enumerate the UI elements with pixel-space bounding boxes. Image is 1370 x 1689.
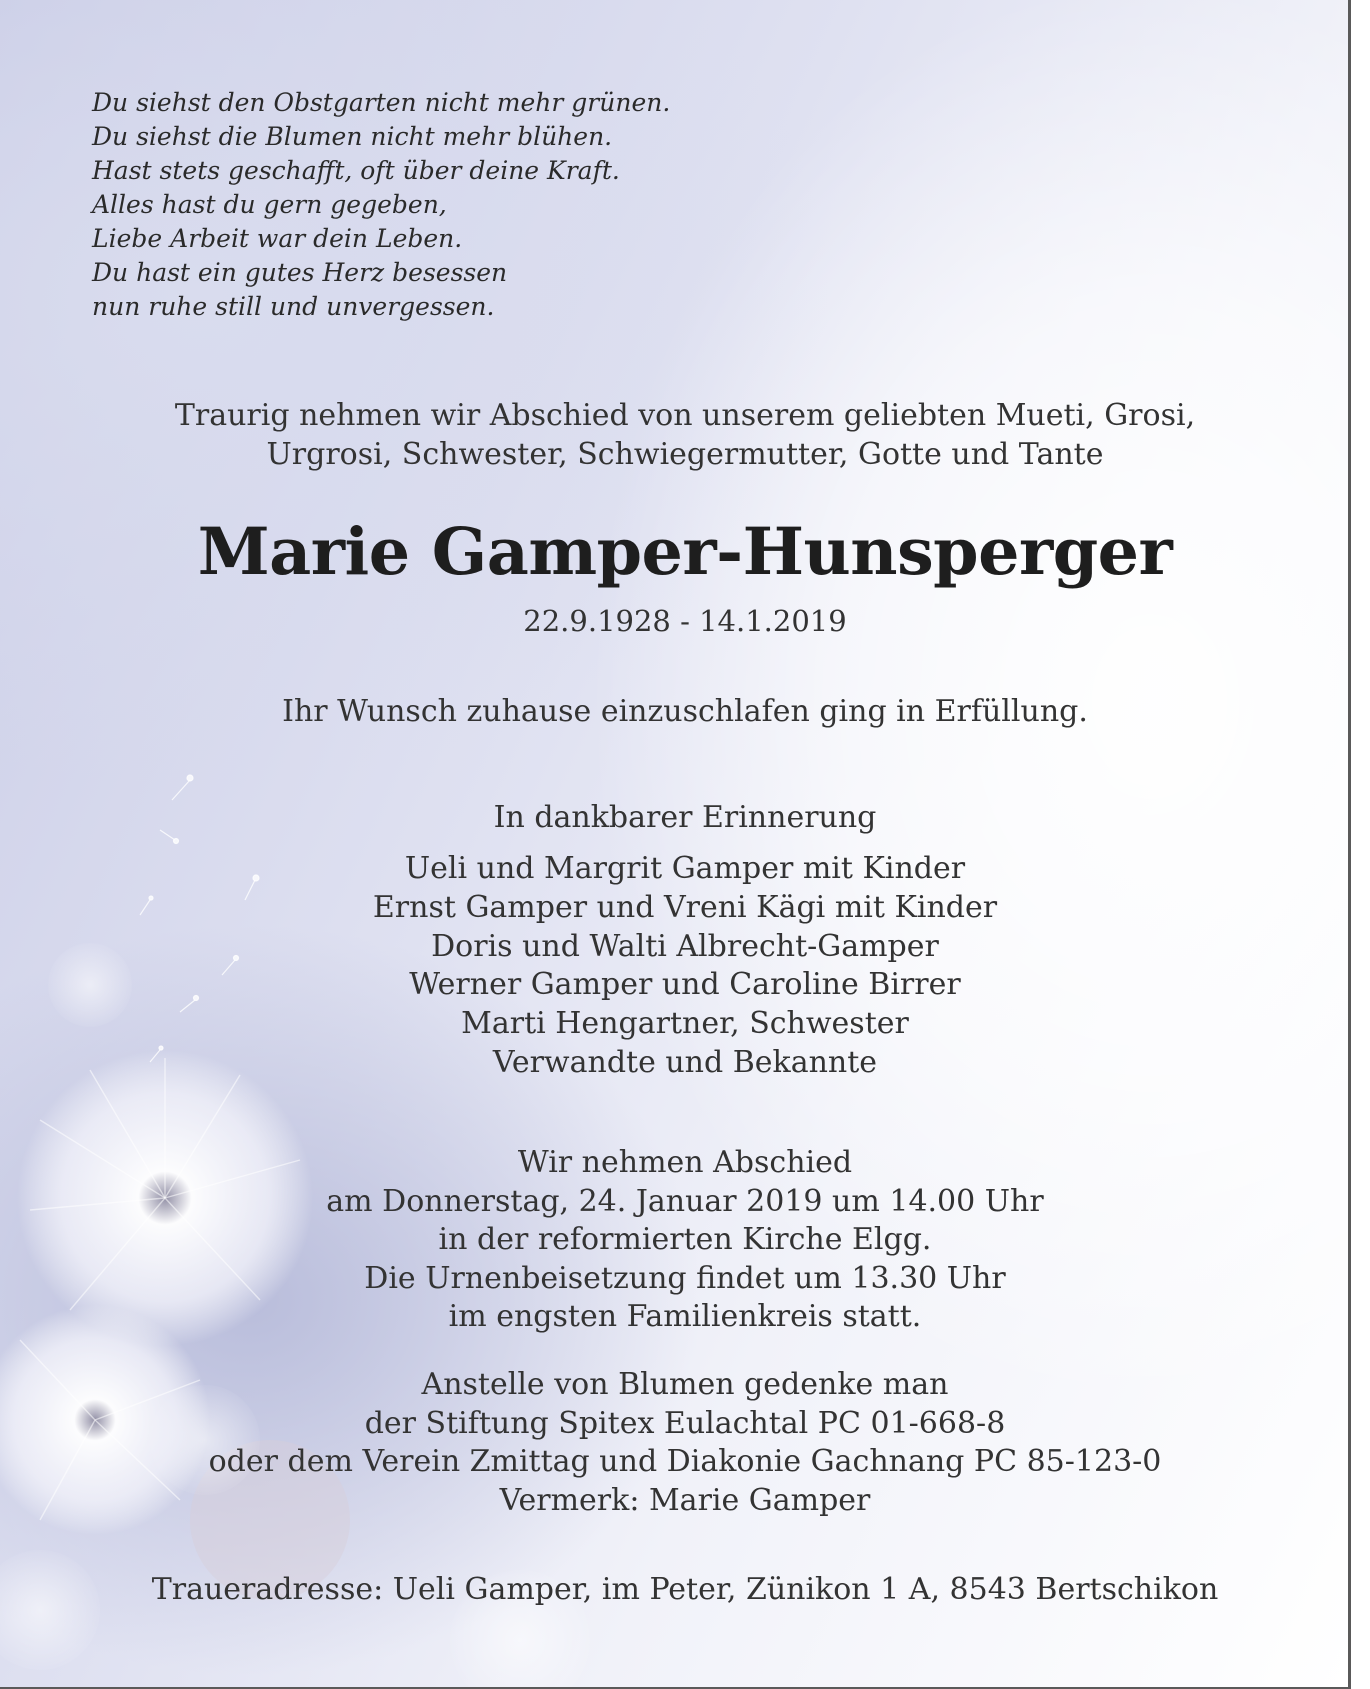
- mourner-item: Ueli und Margrit Gamper mit Kinder: [404, 851, 966, 886]
- donation-line: Vermerk: Marie Gamper: [499, 1482, 871, 1518]
- mourner-item: Ernst Gamper und Vreni Kägi mit Kinder: [372, 889, 998, 925]
- poem-line: Liebe Arbeit war dein Leben.: [92, 224, 463, 253]
- mourning-address: Traueradresse: Ueli Gamper, im Peter, Zünikon 1 A, 8543 Bertschikon: [151, 1572, 1219, 1607]
- memory-heading: In dankbarer Erinnerung: [493, 800, 877, 835]
- poem-line: Du hast ein gutes Herz besessen: [92, 258, 508, 287]
- mourner-item: Doris und Walti Albrecht-Gamper: [431, 928, 939, 964]
- life-dates: 22.9.1928 - 14.1.2019: [523, 604, 847, 638]
- donation-line: Anstelle von Blumen gedenke man: [421, 1367, 949, 1402]
- ceremony-line: Wir nehmen Abschied: [517, 1145, 853, 1180]
- poem-line: Alles hast du gern gegeben,: [92, 190, 447, 219]
- poem-line: Du siehst den Obstgarten nicht mehr grünen.: [92, 88, 671, 117]
- deceased-name: Marie Gamper-Hunsperger: [197, 514, 1173, 590]
- mourner-item: Verwandte und Bekannte: [492, 1044, 878, 1080]
- poem: [92, 86, 670, 324]
- ceremony-line: Die Urnenbeisetzung findet um 13.30 Uhr: [364, 1260, 1006, 1296]
- intro-line: Traurig nehmen wir Abschied von unserem geliebten Mueti, Grosi,: [174, 398, 1196, 433]
- poem-line: Hast stets geschafft, oft über deine Kraft.: [92, 156, 620, 185]
- intro-line: Urgrosi, Schwester, Schwiegermutter, Gotte und Tante: [266, 437, 1104, 472]
- ceremony-line: in der reformierten Kirche Elgg.: [438, 1222, 932, 1257]
- mourners-list: [0, 850, 1351, 1083]
- wish-statement: Ihr Wunsch zuhause einzuschlafen ging in Erfüllung.: [282, 694, 1088, 729]
- donation-notice: [0, 1366, 1351, 1520]
- ceremony-line: im engsten Familienkreis statt.: [448, 1299, 922, 1334]
- donation-line: oder dem Verein Zmittag und Diakonie Gachnang PC 85-123-0: [208, 1444, 1162, 1479]
- poem-line: nun ruhe still und unvergessen.: [92, 292, 495, 321]
- mourner-item: Marti Hengartner, Schwester: [461, 1006, 909, 1042]
- mourner-item: Werner Gamper und Caroline Birrer: [409, 967, 961, 1003]
- farewell-intro: [0, 396, 1351, 474]
- ceremony-line: am Donnerstag, 24. Januar 2019 um 14.00 Uhr: [326, 1183, 1044, 1219]
- poem-line: Du siehst die Blumen nicht mehr blühen.: [92, 122, 613, 151]
- donation-line: der Stiftung Spitex Eulachtal PC 01-668-8: [364, 1405, 1006, 1441]
- ceremony-details: [0, 1144, 1351, 1337]
